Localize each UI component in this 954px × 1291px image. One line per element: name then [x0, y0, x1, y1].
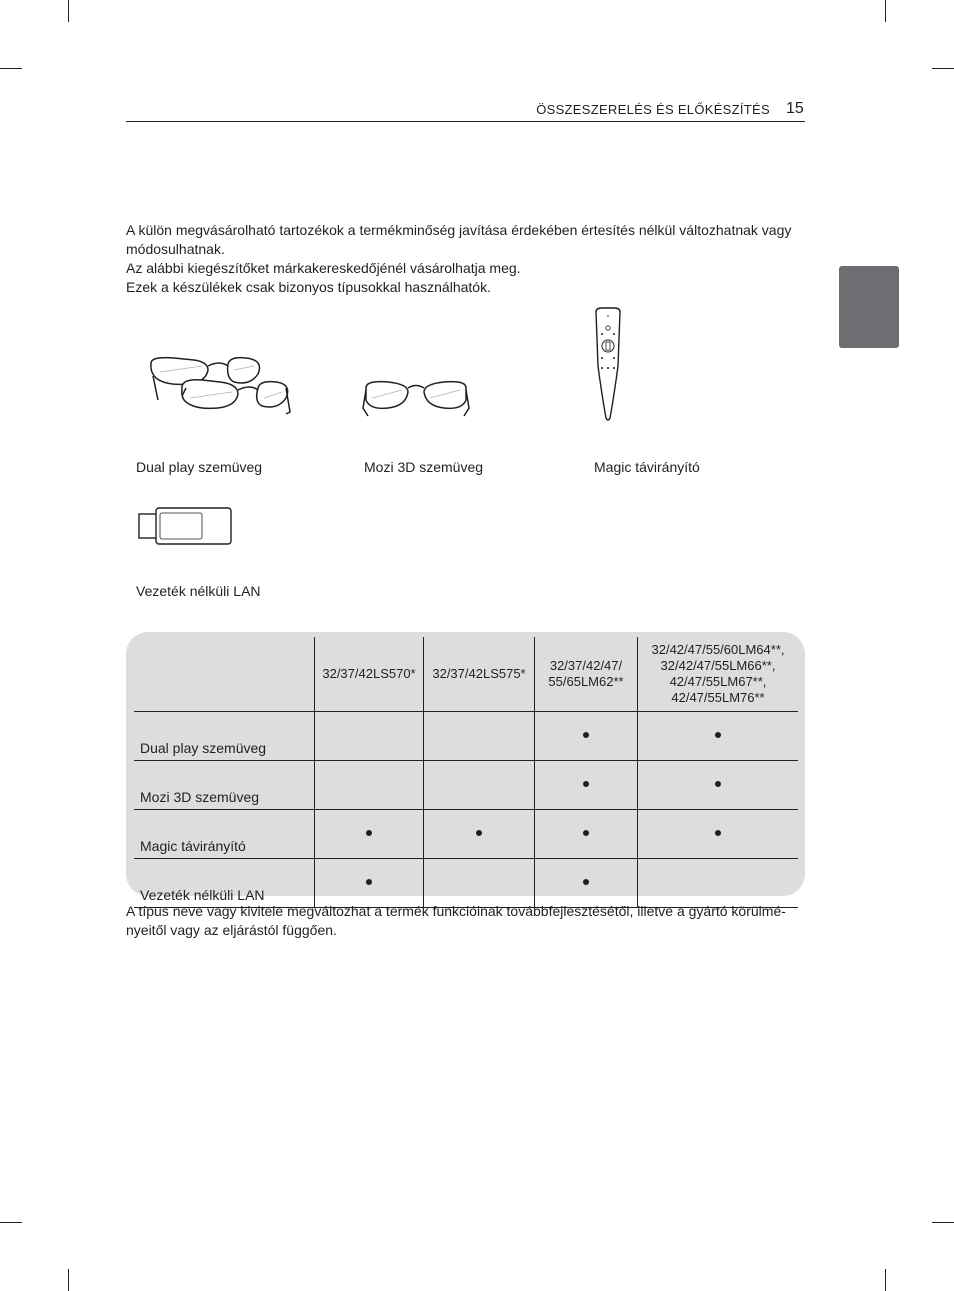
crop-mark [885, 1269, 886, 1291]
compatibility-table [134, 637, 798, 908]
compatibility-cell [638, 810, 799, 859]
header-line: 32/42/47/55/60LM64**, [651, 642, 785, 657]
table-header-cell [134, 637, 315, 712]
table-header-row [134, 637, 798, 712]
row-label: Dual play szemüveg [134, 712, 315, 761]
compatibility-cell [315, 859, 424, 908]
compatibility-cell [315, 810, 424, 859]
wireless-lan-dongle-icon [136, 506, 234, 548]
compatibility-cell [424, 761, 535, 810]
accessory-caption: Magic távirányító [594, 459, 700, 475]
header-line: 42/47/55LM76** [671, 690, 765, 705]
crop-mark [885, 0, 886, 22]
cinema-3d-glasses-icon [360, 378, 472, 422]
compatible-dot-icon [715, 830, 721, 836]
compatibility-cell [315, 761, 424, 810]
intro-line: Ezek a készülékek csak bizonyos típusokkal használhatók. [126, 279, 491, 295]
compatibility-cell [535, 810, 638, 859]
page-number: 15 [786, 100, 804, 117]
section-title: ÖSSZESZERELÉS ÉS ELŐKÉSZÍTÉS [536, 102, 770, 117]
intro-line: Az alábbi kiegészítőket márkakereskedőjénél vásárolhatja meg. [126, 260, 521, 276]
crop-mark [932, 68, 954, 69]
crop-mark [932, 1222, 954, 1223]
header-line: 55/65LM62** [548, 674, 624, 689]
compatible-dot-icon [583, 781, 589, 787]
crop-mark [0, 1222, 22, 1223]
table-row [134, 859, 798, 908]
table-header-cell [638, 637, 799, 712]
row-label: Magic távirányító [134, 810, 315, 859]
crop-mark [68, 1269, 69, 1291]
compatibility-cell [424, 712, 535, 761]
crop-mark [68, 0, 69, 22]
table-row [134, 761, 798, 810]
accessory-caption: Mozi 3D szemüveg [364, 459, 484, 475]
compatibility-cell [638, 712, 799, 761]
intro-line: A külön megvásárolható tartozékok a termékminőség javítása érdekében értesítés nélkül változhatnak vagy módosulhatnak. [126, 222, 792, 257]
table-header-cell [535, 637, 638, 712]
header-line: 42/47/55LM67**, [669, 674, 767, 689]
compatible-dot-icon [715, 781, 721, 787]
compatibility-cell [638, 859, 799, 908]
compatibility-cell [424, 810, 535, 859]
header-line: 32/37/42/47/ [549, 658, 623, 673]
table-header-cell: 32/37/42LS570* [315, 637, 424, 712]
compatible-dot-icon [583, 830, 589, 836]
compatibility-cell [424, 859, 535, 908]
compatible-dot-icon [583, 732, 589, 738]
row-label: Mozi 3D szemüveg [134, 761, 315, 810]
table-header-cell: 32/37/42LS575* [424, 637, 535, 712]
compatible-dot-icon [476, 830, 482, 836]
compatible-dot-icon [366, 830, 372, 836]
table-row [134, 712, 798, 761]
magic-remote-icon [592, 306, 624, 424]
compatibility-cell [535, 712, 638, 761]
table-row [134, 810, 798, 859]
intro-text [126, 221, 816, 297]
compatibility-cell [638, 761, 799, 810]
compatibility-cell [315, 712, 424, 761]
compatibility-cell [535, 761, 638, 810]
compatible-dot-icon [583, 879, 589, 885]
footnote: A típus neve vagy kivitele megváltozhat a termék funkcióinak továbbfejlesztésétől, illetve a gyártó körülmé-nyeitől vagy az eljárástól függően. [126, 903, 786, 938]
compatible-dot-icon [366, 879, 372, 885]
compatible-dot-icon [715, 732, 721, 738]
accessory-caption: Vezeték nélküli LAN [136, 583, 261, 599]
language-side-tab [839, 266, 899, 348]
dual-play-glasses-icon [146, 352, 294, 424]
header-line: 32/42/47/55LM66**, [660, 658, 776, 673]
accessory-caption: Dual play szemüveg [136, 459, 263, 475]
header-divider [126, 121, 805, 122]
crop-mark [0, 68, 22, 69]
compatibility-cell [535, 859, 638, 908]
row-label: Vezeték nélküli LAN [134, 859, 315, 908]
